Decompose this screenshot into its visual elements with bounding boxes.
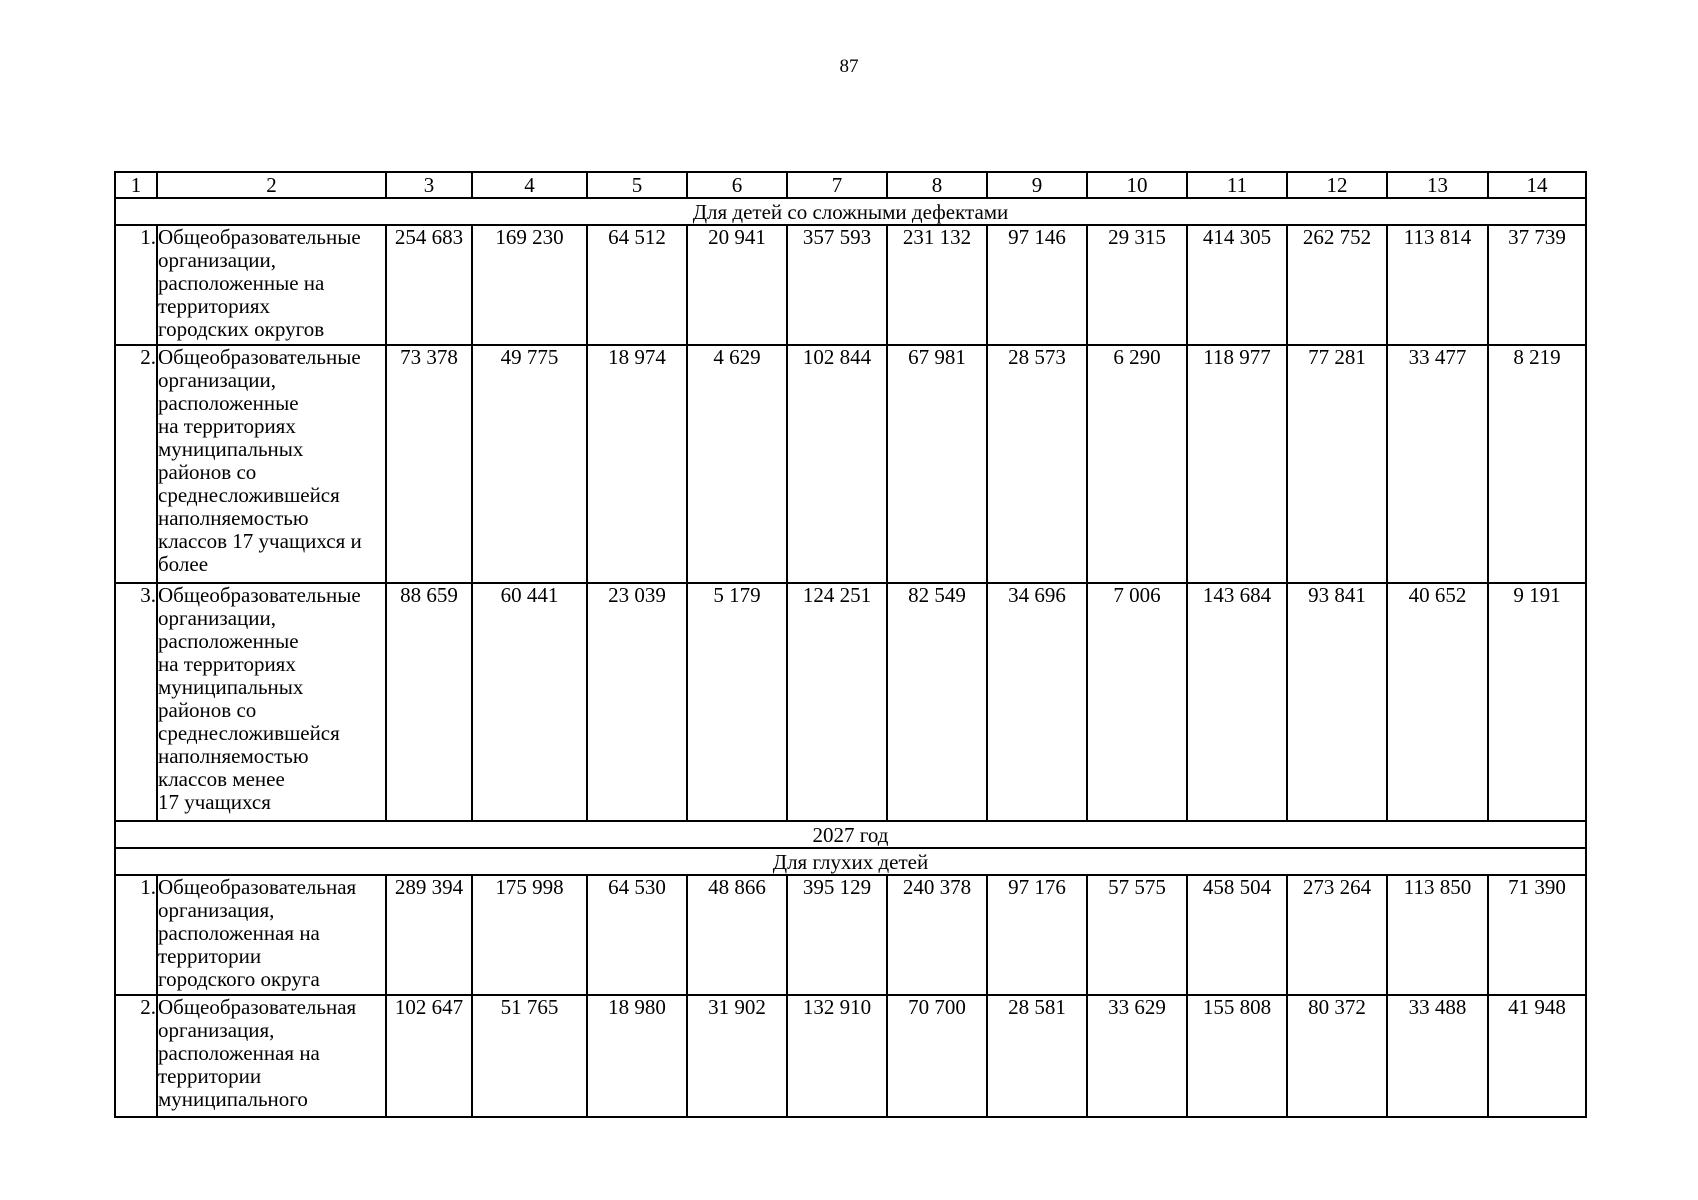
section-heading: Для глухих детей: [115, 848, 1586, 875]
row-number: 3.: [115, 583, 157, 821]
data-table: [114, 171, 1587, 1118]
value-cell: 93 841: [1287, 583, 1387, 821]
column-number-cell: 14: [1488, 172, 1586, 198]
value-cell: 48 866: [687, 875, 787, 995]
value-cell: 414 305: [1187, 225, 1287, 345]
value-cell: 57 575: [1087, 875, 1187, 995]
table-row: [115, 583, 1586, 821]
value-cell: 169 230: [472, 225, 587, 345]
section-heading-row: [115, 198, 1586, 225]
column-number-cell: 7: [787, 172, 887, 198]
value-cell: 18 974: [587, 345, 687, 583]
value-cell: 67 981: [887, 345, 987, 583]
column-number-cell: 2: [157, 172, 386, 198]
value-cell: 41 948: [1488, 995, 1586, 1117]
column-number-cell: 8: [887, 172, 987, 198]
value-cell: 34 696: [987, 583, 1087, 821]
value-cell: 31 902: [687, 995, 787, 1117]
value-cell: 29 315: [1087, 225, 1187, 345]
value-cell: 8 219: [1488, 345, 1586, 583]
value-cell: 88 659: [386, 583, 472, 821]
section-heading-row: [115, 848, 1586, 875]
value-cell: 118 977: [1187, 345, 1287, 583]
row-number: 1.: [115, 875, 157, 995]
table-row: [115, 345, 1586, 583]
value-cell: 132 910: [787, 995, 887, 1117]
value-cell: 97 176: [987, 875, 1087, 995]
value-cell: 9 191: [1488, 583, 1586, 821]
value-cell: 33 629: [1087, 995, 1187, 1117]
value-cell: 102 647: [386, 995, 472, 1117]
value-cell: 82 549: [887, 583, 987, 821]
value-cell: 357 593: [787, 225, 887, 345]
value-cell: 18 980: [587, 995, 687, 1117]
value-cell: 289 394: [386, 875, 472, 995]
column-number-cell: 11: [1187, 172, 1287, 198]
value-cell: 231 132: [887, 225, 987, 345]
value-cell: 458 504: [1187, 875, 1287, 995]
column-number-cell: 1: [115, 172, 157, 198]
column-number-cell: 12: [1287, 172, 1387, 198]
value-cell: 5 179: [687, 583, 787, 821]
row-number: 2.: [115, 345, 157, 583]
value-cell: 33 488: [1387, 995, 1488, 1117]
column-number-cell: 6: [687, 172, 787, 198]
column-number-cell: 9: [987, 172, 1087, 198]
value-cell: 175 998: [472, 875, 587, 995]
table-row: [115, 995, 1586, 1117]
value-cell: 254 683: [386, 225, 472, 345]
column-number-row: [115, 172, 1586, 198]
value-cell: 80 372: [1287, 995, 1387, 1117]
page-number: 87: [839, 56, 859, 77]
value-cell: 124 251: [787, 583, 887, 821]
value-cell: 4 629: [687, 345, 787, 583]
value-cell: 28 581: [987, 995, 1087, 1117]
table-row: [115, 225, 1586, 345]
table-row: [115, 875, 1586, 995]
value-cell: 40 652: [1387, 583, 1488, 821]
row-name: Общеобразовательная организация, расположенная на территории муниципального: [157, 995, 386, 1117]
value-cell: 102 844: [787, 345, 887, 583]
value-cell: 71 390: [1488, 875, 1586, 995]
value-cell: 77 281: [1287, 345, 1387, 583]
row-name: Общеобразовательные организации, расположенные на территориях муниципальных районов со среднесложившейся наполняемостью классов 17 учащихся и более: [157, 345, 386, 583]
column-number-cell: 5: [587, 172, 687, 198]
value-cell: 155 808: [1187, 995, 1287, 1117]
value-cell: 49 775: [472, 345, 587, 583]
value-cell: 273 264: [1287, 875, 1387, 995]
row-name: Общеобразовательные организации, расположенные на территориях муниципальных районов со среднесложившейся наполняемостью классов менее 17 учащихся: [157, 583, 386, 821]
section-heading: Для детей со сложными дефектами: [115, 198, 1586, 225]
value-cell: 23 039: [587, 583, 687, 821]
value-cell: 143 684: [1187, 583, 1287, 821]
value-cell: 240 378: [887, 875, 987, 995]
value-cell: 60 441: [472, 583, 587, 821]
value-cell: 20 941: [687, 225, 787, 345]
value-cell: 64 512: [587, 225, 687, 345]
value-cell: 113 850: [1387, 875, 1488, 995]
row-number: 2.: [115, 995, 157, 1117]
column-number-cell: 4: [472, 172, 587, 198]
value-cell: 6 290: [1087, 345, 1187, 583]
column-number-cell: 13: [1387, 172, 1488, 198]
column-number-cell: 3: [386, 172, 472, 198]
row-name: Общеобразовательная организация, расположенная на территории городского округа: [157, 875, 386, 995]
value-cell: 70 700: [887, 995, 987, 1117]
row-name: Общеобразовательные организации, расположенные на территориях городских округов: [157, 225, 386, 345]
row-number: 1.: [115, 225, 157, 345]
value-cell: 33 477: [1387, 345, 1488, 583]
value-cell: 64 530: [587, 875, 687, 995]
value-cell: 395 129: [787, 875, 887, 995]
value-cell: 51 765: [472, 995, 587, 1117]
value-cell: 97 146: [987, 225, 1087, 345]
value-cell: 28 573: [987, 345, 1087, 583]
column-number-cell: 10: [1087, 172, 1187, 198]
value-cell: 73 378: [386, 345, 472, 583]
year-heading: 2027 год: [115, 821, 1586, 848]
value-cell: 37 739: [1488, 225, 1586, 345]
value-cell: 7 006: [1087, 583, 1187, 821]
value-cell: 262 752: [1287, 225, 1387, 345]
year-heading-row: [115, 821, 1586, 848]
value-cell: 113 814: [1387, 225, 1488, 345]
